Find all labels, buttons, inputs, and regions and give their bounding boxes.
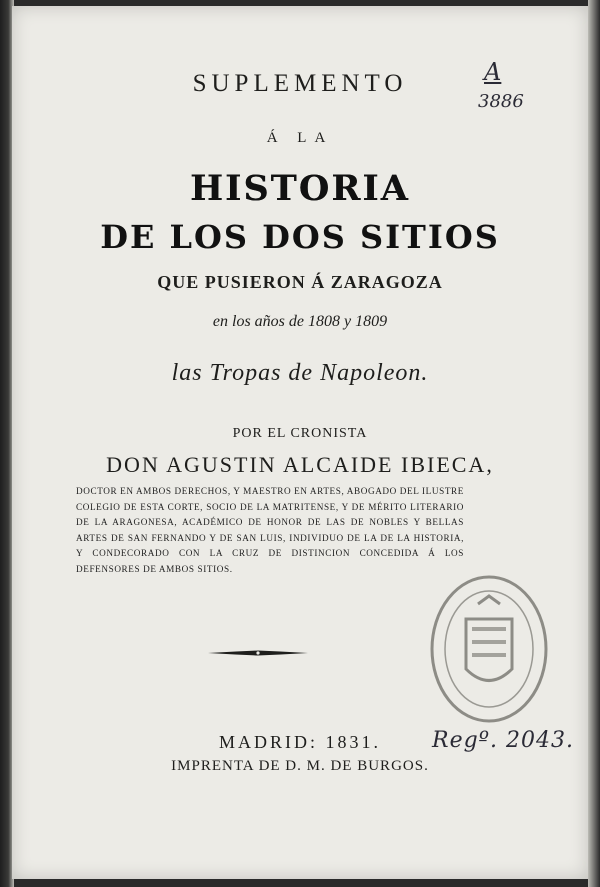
title-de-los-dos-sitios: DE LOS DOS SITIOS	[100, 218, 500, 256]
shelfmark-number: 3886	[478, 91, 524, 112]
title-years: en los años de 1808 y 1809	[212, 313, 388, 330]
author-intro: POR EL CRONISTA	[232, 426, 368, 441]
title-tropas: las Tropas de Napoleon.	[171, 360, 429, 386]
shelfmark-letter: A	[484, 58, 502, 86]
title-a-la: Á LA	[266, 130, 334, 146]
ornamental-rule	[208, 650, 308, 656]
author-name: DON AGUSTIN ALCAIDE IBIECA,	[106, 452, 494, 477]
imprint-place-year: MADRID: 1831.	[218, 732, 381, 752]
title-historia: HISTORIA	[190, 168, 410, 209]
library-stamp	[428, 574, 550, 724]
registry-annotation: Regº. 2043.	[432, 728, 574, 753]
title-que-pusieron: QUE PUSIERON Á ZARAGOZA	[157, 272, 443, 292]
author-description: DOCTOR EN AMBOS DERECHOS, Y MAESTRO EN ARTES, ABOGADO DEL ILUSTRE COLEGIO DE ESTA CORTE, SOCIO DE LA MATRITENSE, Y DE MÉRITO LITERARIO DE LA ARAGONESA, ACADÉMICO DE HONOR DE LAS DE NOBLES Y BELLAS ARTES DE SAN FERNANDO Y DE SAN LUIS, INDIVIDUO DE LA DE LA HISTORIA, Y CONDECORADO CON LA CRUZ DE DISTINCION CONCEDIDA Á LOS DEFENSORES DE AMBOS SITIOS.	[76, 486, 464, 574]
title-suplemento: SUPLEMENTO	[192, 70, 408, 97]
imprint-printer: IMPRENTA DE D. M. DE BURGOS.	[171, 758, 429, 774]
